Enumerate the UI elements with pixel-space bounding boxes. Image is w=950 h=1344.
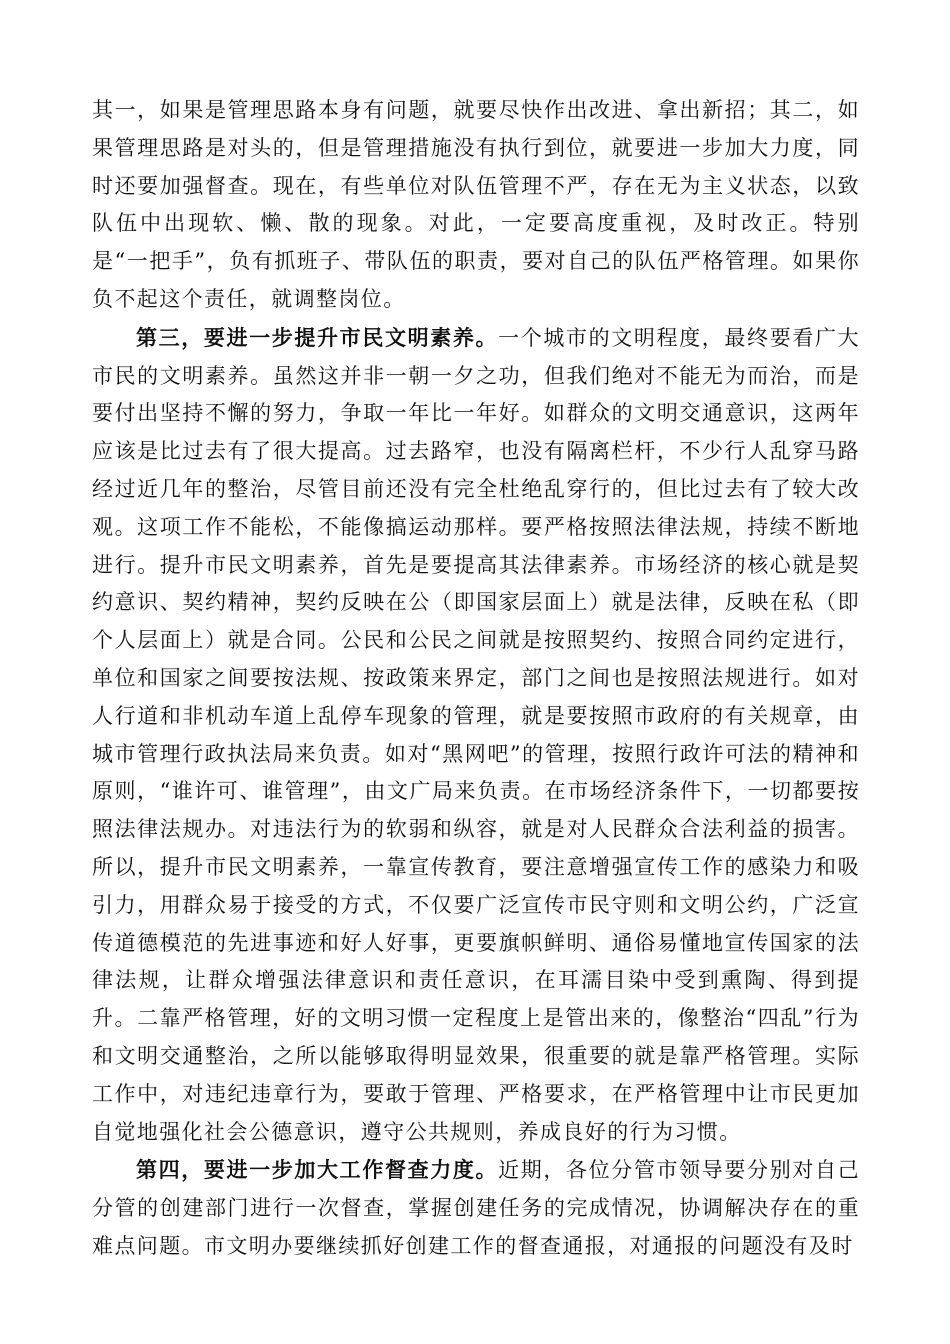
paragraph-text: 其一，如果是管理思路本身有问题，就要尽快作出改进、拿出新招；其二，如果管理思路是对头的，但是管理措施没有执行到位，就要进一步加大力度，同时还要加强督查。现在，有些单位对队伍管理不严，存在无为主义状态，以致队伍中出现软、懒、散的现象。对此，一定要高度重视，及时改正。特别是“一把手”，负有抓班子、带队伍的职责，要对自己的队伍严格管理。如果你负不起这个责任，就调整岗位。 (92, 98, 860, 311)
paragraph-third-point (92, 319, 860, 1152)
document-body (92, 92, 860, 1266)
paragraph-continued (92, 92, 860, 319)
paragraph-heading: 第三，要进一步提升市民文明素养。 (136, 324, 499, 350)
paragraph-text: 近期，各位分管市领导要分别对自己分管的创建部门进行一次督查，掌握创建任务的完成情况，协调解决存在的重难点问题。市文明办要继续抓好创建工作的督查通报，对通报的问题没有及时 (92, 1158, 860, 1258)
paragraph-fourth-point (92, 1151, 860, 1265)
paragraph-heading: 第四，要进一步加大工作督查力度。 (136, 1157, 499, 1183)
paragraph-text: 一个城市的文明程度，最终要看广大市民的文明素养。虽然这并非一朝一夕之功，但我们绝对不能无为而治，而是要付出坚持不懈的努力，争取一年比一年好。如群众的文明交通意识，这两年应该是比过去有了很大提高。过去路窄，也没有隔离栏杆，不少行人乱穿马路经过近几年的整治，尽管目前还没有完全杜绝乱穿行的，但比过去有了较大改观。这项工作不能松，不能像搞运动那样。要严格按照法律法规，持续不断地进行。提升市民文明素养，首先是要提高其法律素养。市场经济的核心就是契约意识、契约精神，契约反映在公（即国家层面上）就是法律，反映在私（即个人层面上）就是合同。公民和公民之间就是按照契约、按照合同约定进行，单位和国家之间要按法规、按政策来界定，部门之间也是按照法规进行。如对人行道和非机动车道上乱停车现象的管理，就是要按照市政府的有关规章，由城市管理行政执法局来负责。如对“黑网吧”的管理，按照行政许可法的精神和原则，“谁许可、谁管理”，由文广局来负责。在市场经济条件下，一切都要按照法律法规办。对违法行为的软弱和纵容，就是对人民群众合法利益的损害。所以，提升市民文明素养，一靠宣传教育，要注意增强宣传工作的感染力和吸引力，用群众易于接受的方式，不仅要广泛宣传市民守则和文明公约，广泛宣传道德模范的先进事迹和好人好事，更要旗帜鲜明、通俗易懂地宣传国家的法律法规，让群众增强法律意识和责任意识，在耳濡目染中受到熏陶、得到提升。二靠严格管理，好的文明习惯一定程度上是管出来的，像整治“四乱”行为和文明交通整治，之所以能够取得明显效果，很重要的就是靠严格管理。实际工作中，对违纪违章行为，要敢于管理、严格要求，在严格管理中让市民更加自觉地强化社会公德意识，遵守公共规则，养成良好的行为习惯。 (92, 325, 860, 1144)
